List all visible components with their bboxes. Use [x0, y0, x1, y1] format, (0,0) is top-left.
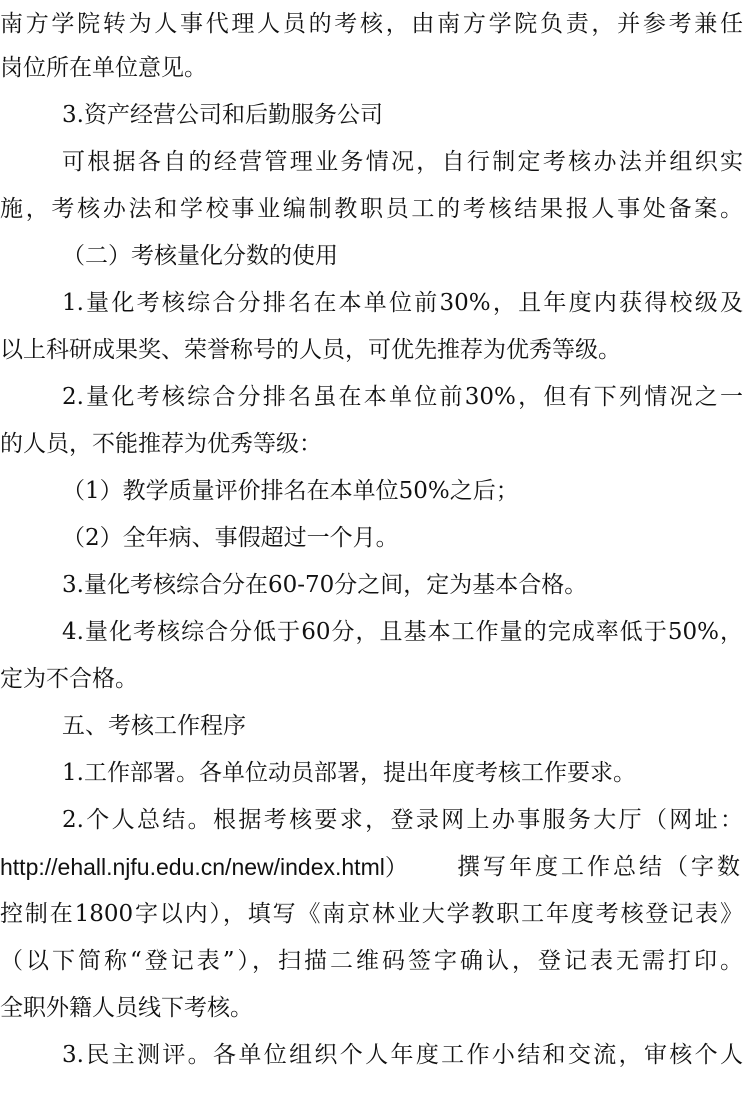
list-item: （2）全年病、事假超过一个月。 [62, 525, 399, 551]
text-line: 控制在1800字以内），填写《南京林业大学教职工年度考核登记表》 [0, 901, 743, 927]
text-line: 岗位所在单位意见。 [0, 55, 207, 81]
text-line: 的人员，不能推荐为优秀等级： [0, 431, 322, 457]
text-line: 以上科研成果奖、荣誉称号的人员，可优先推荐为优秀等级。 [0, 337, 621, 363]
text-line: 可根据各自的经营管理业务情况，自行制定考核办法并组织实 [62, 149, 743, 175]
text-line: 3.民主测评。各单位组织个人年度工作小结和交流，审核个人 [62, 1042, 743, 1068]
text-line: 施，考核办法和学校事业编制教职员工的考核结果报人事处备案。 [0, 196, 743, 222]
list-item: （1）教学质量评价排名在本单位50%之后； [62, 478, 519, 504]
text-line: 1.工作部署。各单位动员部署，提出年度考核工作要求。 [62, 760, 636, 786]
text-line: 2.个人总结。根据考核要求，登录网上办事服务大厅（网址： [62, 807, 743, 833]
text-line: 定为不合格。 [0, 666, 138, 692]
url-link[interactable]: http://ehall.njfu.edu.cn/new/index.html） [0, 854, 408, 880]
text-line: 3.量化考核综合分在60-70分之间，定为基本合格。 [62, 572, 588, 598]
section-heading: 五、考核工作程序 [62, 713, 246, 739]
text-line: 南方学院转为人事代理人员的考核，由南方学院负责，并参考兼任 [0, 11, 743, 37]
text-line [0, 847, 749, 887]
text-line: （以下简称“登记表”），扫描二维码签字确认，登记表无需打印。 [0, 948, 743, 974]
text-line: 2.量化考核综合分排名虽在本单位前30%，但有下列情况之一 [62, 384, 743, 410]
section-heading: （二）考核量化分数的使用 [62, 243, 338, 269]
section-heading: 3.资产经营公司和后勤服务公司 [62, 102, 383, 128]
text-line: 4.量化考核综合分低于60分，且基本工作量的完成率低于50%， [62, 619, 743, 645]
text-segment: 撰写年度工作总结（字数 [457, 854, 743, 880]
text-line: 全职外籍人员线下考核。 [0, 995, 253, 1021]
text-line: 1.量化考核综合分排名在本单位前30%，且年度内获得校级及 [62, 290, 743, 316]
